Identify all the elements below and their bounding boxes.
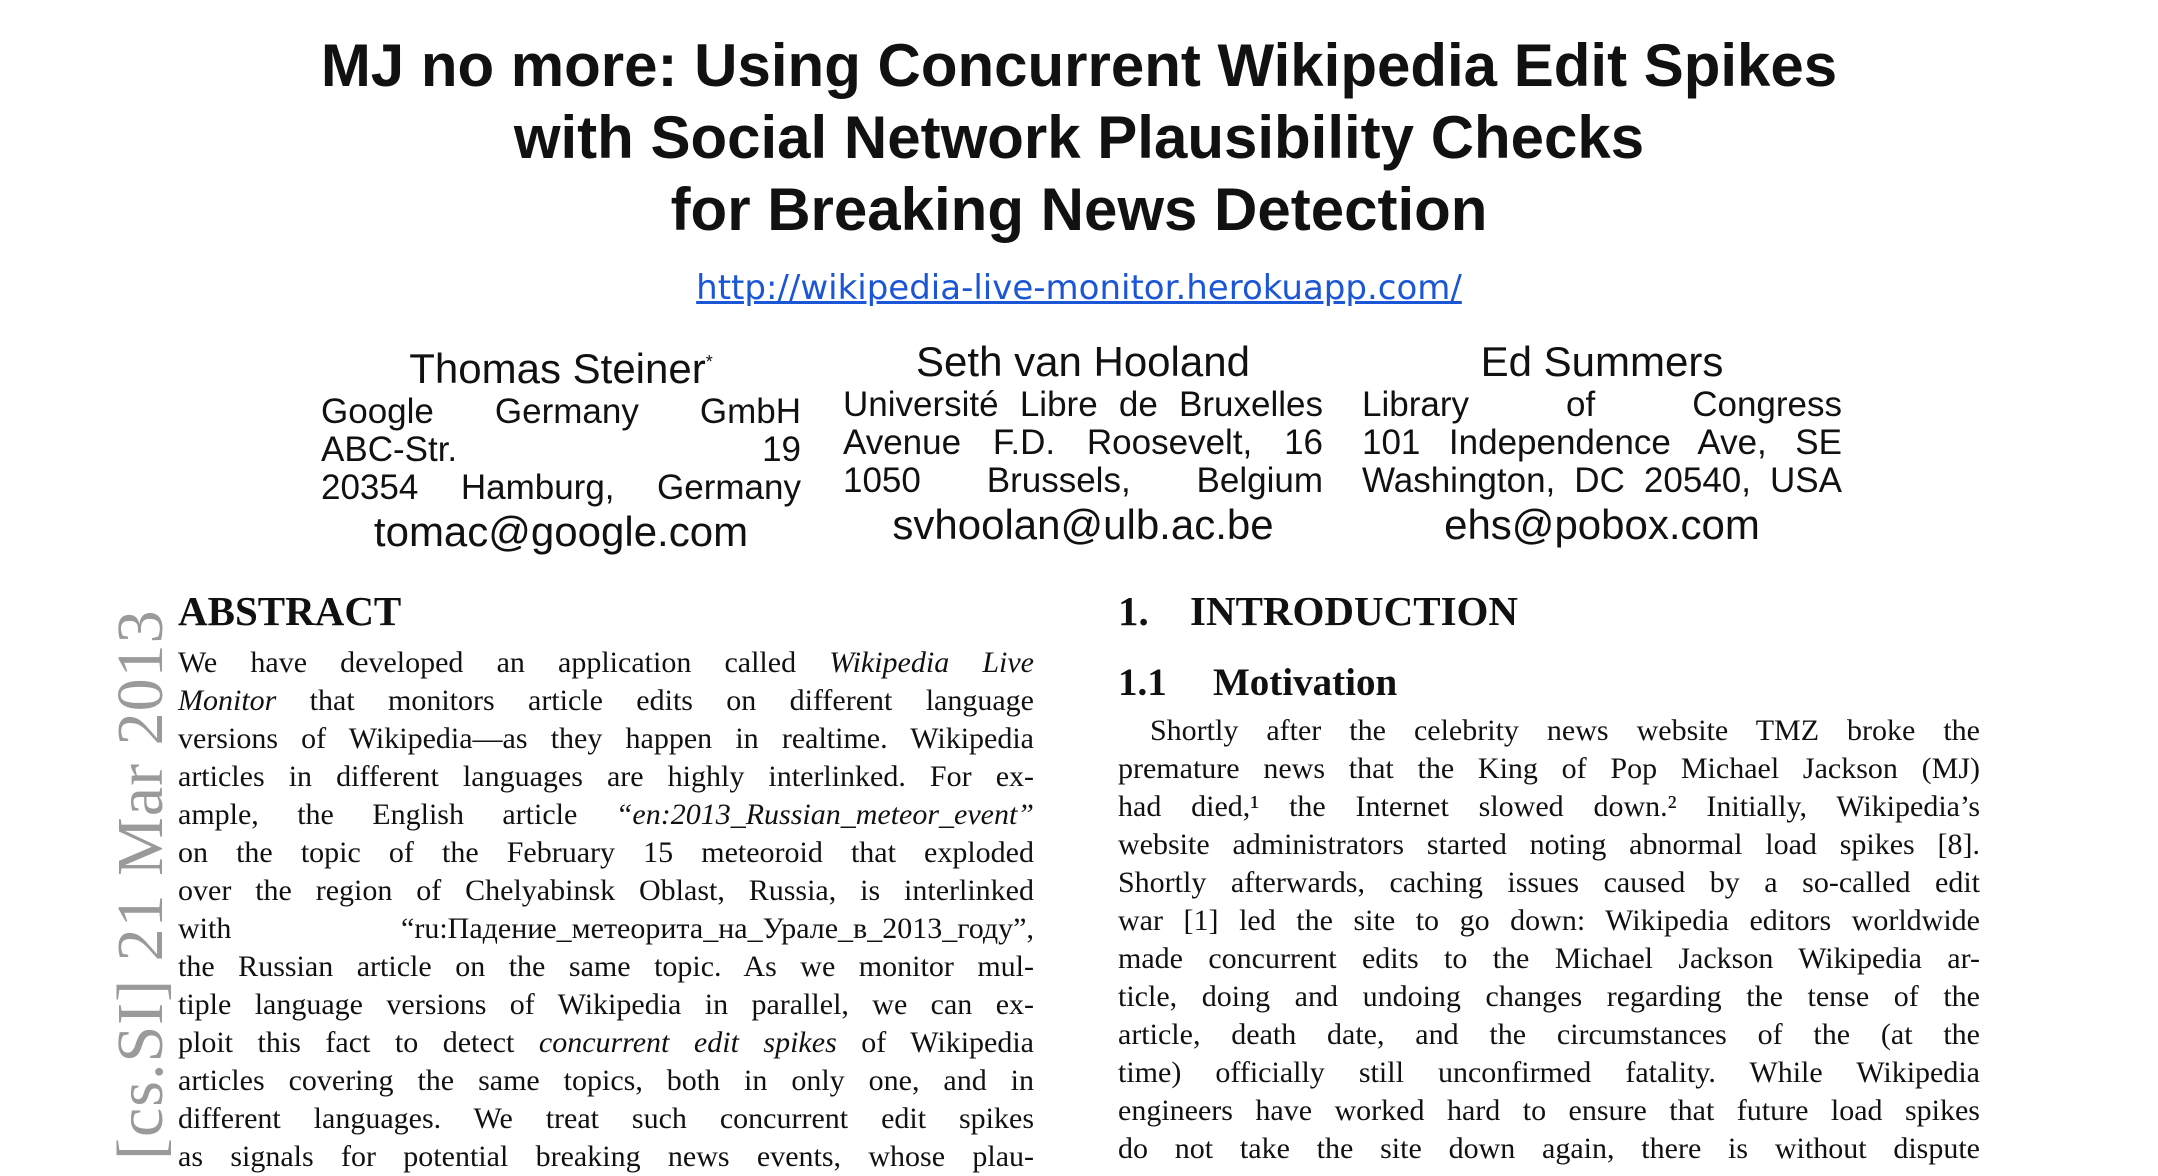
intro-line: do not take the site down again, there is without dispute <box>1118 1132 1980 1165</box>
paper-title <box>0 30 2158 246</box>
author-block-3 <box>1362 338 1842 548</box>
abstract-line: We have developed an application called Wikipedia Live <box>178 646 1035 679</box>
project-url-link[interactable]: http://wikipedia-live-monitor.herokuapp.com/ <box>696 268 1462 308</box>
introduction-column <box>1118 586 1980 1168</box>
abstract-line: with “ru:Падение_метеорита_на_Урале_в_2013_году”, <box>178 912 1034 945</box>
section-title: INTRODUCTION <box>1190 588 1519 634</box>
subsection-number: 1.1 <box>1118 661 1167 704</box>
author-address: Washington, DC 20540, USA <box>1362 461 1842 500</box>
intro-line: war [1] led the site to go down: Wikipedia editors worldwide <box>1118 904 1980 937</box>
abstract-line: as signals for potential breaking news events, whose plau- <box>178 1140 1034 1173</box>
intro-line: premature news that the King of Pop Michael Jackson (MJ) <box>1118 752 1980 785</box>
author-address: 101 Independence Ave, SE <box>1362 423 1842 462</box>
abstract-line: ample, the English article “en:2013_Russian_meteor_event” <box>178 798 1034 831</box>
subsection-title: Motivation <box>1213 661 1398 704</box>
title-line: with Social Network Plausibility Checks <box>513 104 1645 171</box>
motivation-heading <box>1118 658 1980 708</box>
title-line: for Breaking News Detection <box>670 176 1488 243</box>
author-name: Seth van Hooland <box>916 338 1250 385</box>
author-email: tomac@google.com <box>373 508 749 555</box>
author-address: ABC-Str. 19 <box>321 430 801 469</box>
author-email: ehs@pobox.com <box>1444 501 1760 548</box>
abstract-line: ploit this fact to detect concurrent edit spikes of Wikipedia <box>178 1026 1034 1059</box>
abstract-line: on the topic of the February 15 meteoroid that exploded <box>178 836 1034 869</box>
intro-line: article, death date, and the circumstances of the (at the <box>1118 1018 1980 1051</box>
abstract-line: articles covering the same topics, both in only one, and in <box>178 1064 1034 1097</box>
intro-line: had died,¹ the Internet slowed down.² Initially, Wikipedia’s <box>1118 790 1980 823</box>
abstract-line: different languages. We treat such concurrent edit spikes <box>178 1102 1034 1135</box>
intro-line: ticle, doing and undoing changes regarding the tense of the <box>1118 980 1980 1013</box>
author-address: 1050 Brussels, Belgium <box>843 461 1323 500</box>
abstract-column <box>178 586 1034 1176</box>
abstract-line: Monitor that monitors article edits on different language <box>178 684 1034 717</box>
author-affiliation: Université Libre de Bruxelles <box>843 385 1323 424</box>
author-block-2 <box>843 338 1323 548</box>
abstract-line: versions of Wikipedia—as they happen in realtime. Wikipedia <box>178 722 1034 755</box>
author-name: Ed Summers <box>1480 338 1724 385</box>
abstract-heading: ABSTRACT <box>178 588 402 634</box>
author-block-1 <box>321 338 801 555</box>
abstract-line: over the region of Chelyabinsk Oblast, Russia, is interlinked <box>178 874 1034 907</box>
author-footnote-mark: * <box>705 352 713 372</box>
author-address: Avenue F.D. Roosevelt, 16 <box>843 423 1323 462</box>
abstract-line: articles in different languages are highly interlinked. For ex- <box>178 760 1034 793</box>
title-line: MJ no more: Using Concurrent Wikipedia Edit Spikes <box>320 32 1838 99</box>
intro-line: engineers have worked hard to ensure that future load spikes <box>1118 1094 1980 1127</box>
intro-line: time) officially still unconfirmed fatality. While Wikipedia <box>1118 1056 1980 1089</box>
abstract-line: tiple language versions of Wikipedia in parallel, we can ex- <box>178 988 1034 1021</box>
author-affiliation: Google Germany GmbH <box>321 392 801 431</box>
intro-line: made concurrent edits to the Michael Jackson Wikipedia ar- <box>1118 942 1980 975</box>
intro-line: website administrators started noting abnormal load spikes [8]. <box>1118 828 1980 861</box>
introduction-heading <box>1118 586 1980 636</box>
author-affiliation: Library of Congress <box>1362 385 1842 424</box>
author-email: svhoolan@ulb.ac.be <box>892 501 1274 548</box>
section-number: 1. <box>1118 588 1149 634</box>
intro-line: Shortly after the celebrity news website TMZ broke the <box>1150 714 1980 747</box>
abstract-line: the Russian article on the same topic. As we monitor mul- <box>178 950 1034 983</box>
author-address: 20354 Hamburg, Germany <box>321 468 801 507</box>
arxiv-stamp: [cs.SI] 21 Mar 2013 <box>104 609 177 1160</box>
intro-line: Shortly afterwards, caching issues caused by a so-called edit <box>1118 866 1980 899</box>
author-name: Thomas Steiner <box>409 345 706 392</box>
